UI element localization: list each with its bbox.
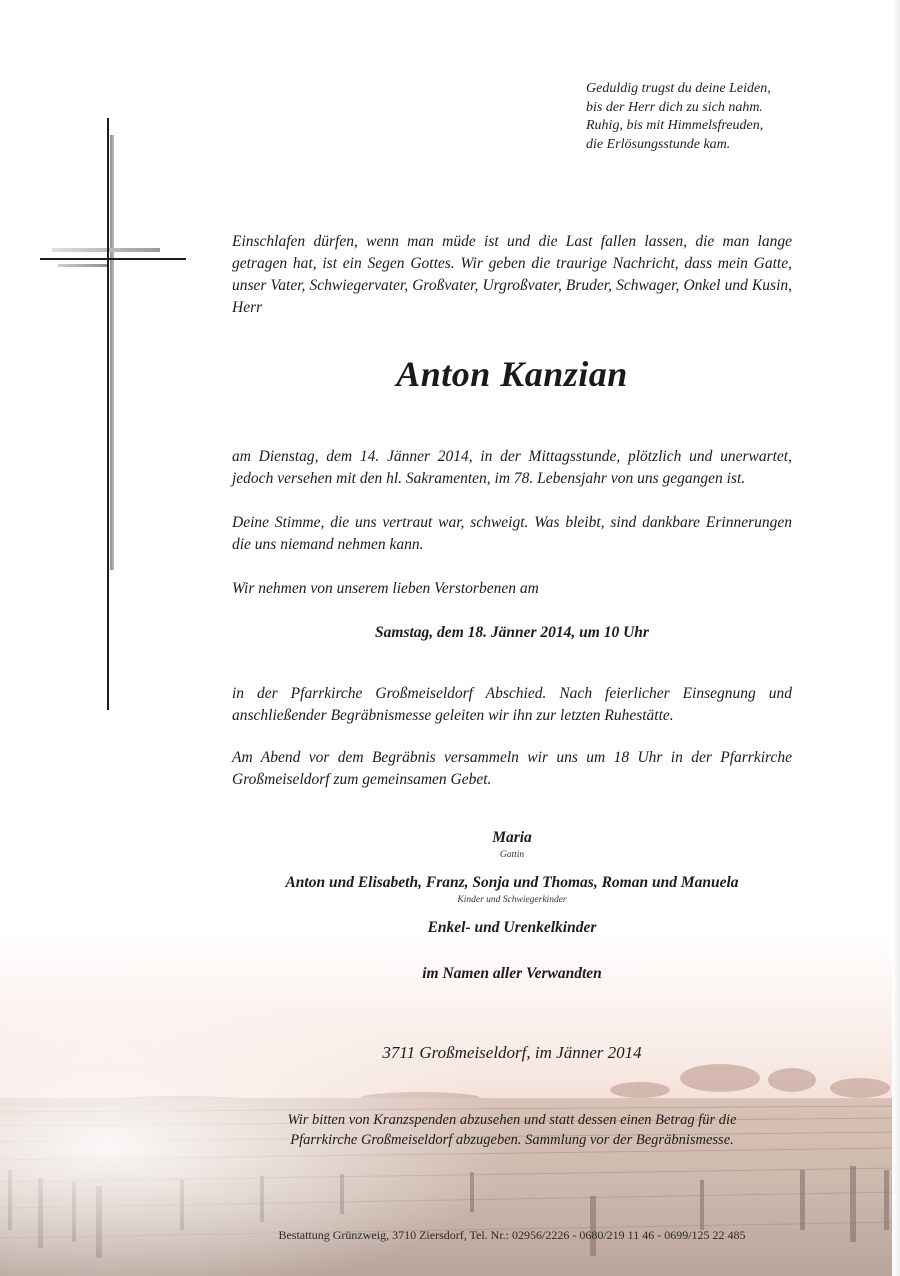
evening-prayer-paragraph: Am Abend vor dem Begräbnis versammeln wir uns um 18 Uhr in der Pfarrkirche Großmeiseldorf zum gemeinsamen Gebet. [232, 749, 792, 788]
poem-line: die Erlösungsstunde kam. [586, 136, 731, 152]
farewell-intro-paragraph: Wir nehmen von unserem lieben Verstorbenen am [232, 580, 539, 597]
cross-shadow-vertical [110, 135, 114, 570]
mourner-children-names: Anton und Elisabeth, Franz, Sonja und Thomas, Roman und Manuela [285, 874, 739, 891]
voice-paragraph: Deine Stimme, die uns vertraut war, schweigt. Was bleibt, sind dankbare Erinnerungen die uns niemand nehmen kann. [232, 514, 792, 553]
cross-shadow-horizontal-top [52, 248, 160, 252]
donation-request [232, 1110, 792, 1150]
poem-line: Ruhig, bis mit Himmelsfreuden, [586, 118, 764, 133]
donation-request-line: Pfarrkirche Großmeiseldorf abzugeben. Sammlung vor der Begräbnismesse. [290, 1132, 734, 1148]
page-edge-shade [892, 0, 900, 1276]
cross-horizontal-bar [40, 258, 186, 260]
mourner-relatives: im Namen aller Verwandten [422, 965, 602, 982]
intro-paragraph: Einschlafen dürfen, wenn man müde ist und die Last fallen lassen, die man lange getragen hat, ist ein Segen Gottes. Wir geben die traurige Nachricht, dass mein Gatte, unser Vater, Schwiegervater, Großvater, Urgroßvater, Bruder, Schwager, Onkel und Kusin, Herr [232, 233, 792, 316]
poem-line: bis der Herr dich zu sich nahm. [586, 99, 763, 115]
funeral-date: Samstag, dem 18. Jänner 2014, um 10 Uhr [375, 624, 649, 641]
church-paragraph: in der Pfarrkirche Großmeiseldorf Abschied. Nach feierlicher Einsegnung und anschließender Begräbnismesse geleiten wir ihn zur letzten Ruhestätte. [232, 685, 792, 724]
funeral-home-footer: Bestattung Grünzweig, 3710 Ziersdorf, Tel. Nr.: 02956/2226 - 0680/219 11 46 - 0699/125 22 485 [278, 1228, 746, 1242]
mourner-grandchildren: Enkel- und Urenkelkinder [427, 919, 597, 936]
opening-poem [586, 80, 886, 154]
cross-shadow-horizontal-bottom [58, 264, 108, 267]
mourner-spouse-name: Maria [492, 829, 532, 846]
donation-request-line: Wir bitten von Kranzspenden abzusehen und statt dessen einen Betrag für die [287, 1112, 737, 1128]
poem-line: Geduldig trugst du deine Leiden, [586, 81, 771, 96]
cross-vertical-bar [107, 118, 109, 710]
mourner-spouse-role: Gattin [499, 850, 525, 860]
death-notice-paragraph: am Dienstag, dem 14. Jänner 2014, in der Mittagsstunde, plötzlich und unerwartet, jedoch versehen mit den hl. Sakramenten, im 78. Lebensjahr von uns gegangen ist. [232, 448, 792, 487]
mourner-children-role: Kinder und Schwiegerkinder [457, 895, 567, 905]
deceased-name: Anton Kanzian [396, 354, 628, 394]
place-date: 3711 Großmeiseldorf, im Jänner 2014 [382, 1043, 642, 1062]
